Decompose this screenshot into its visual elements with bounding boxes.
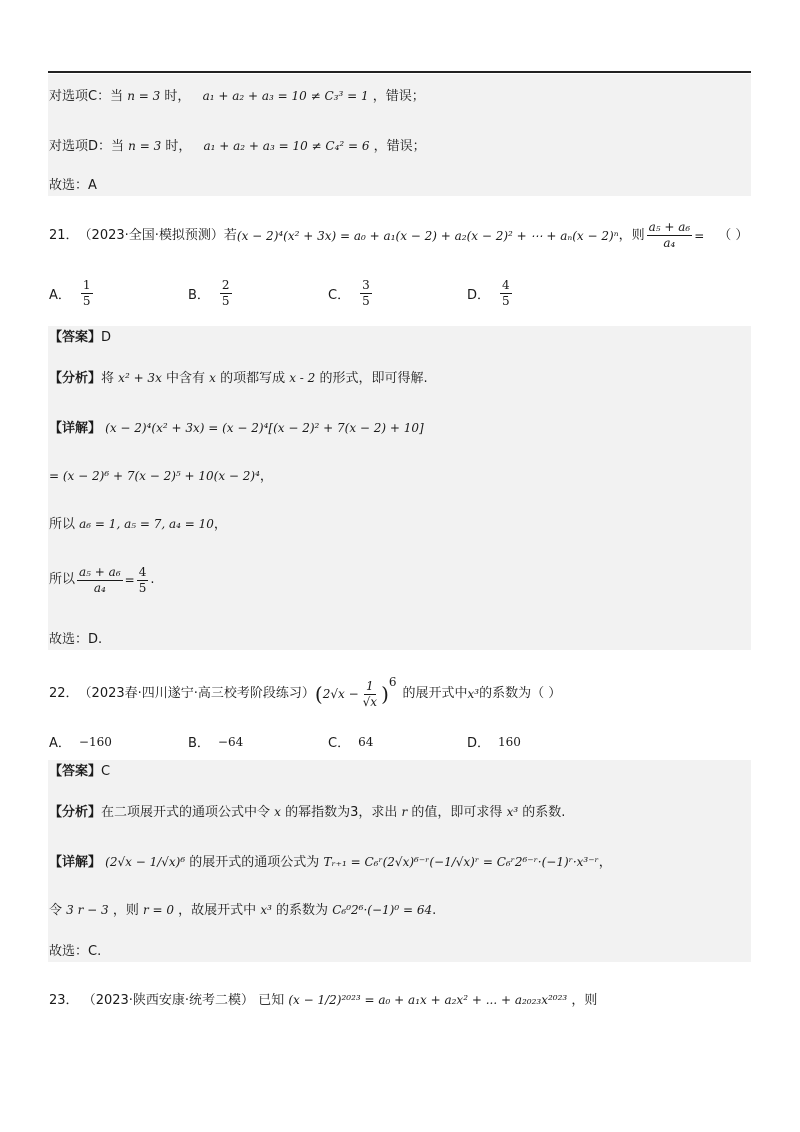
q21-detail-line-3: 所以 a₆ = 1, a₅ = 7, a₄ = 10， xyxy=(49,517,227,532)
q22-option-d[interactable]: D． 160 xyxy=(467,734,521,751)
q23-stem: 23． （2023·陕西安康·统考二模） 已知 (x − 1/2)²⁰²³ = a₀ + a₁x + a₂x² + ... + a₂₀₂₃x²⁰²³ ，则 xyxy=(49,993,598,1008)
q22-option-b[interactable]: B． −64 xyxy=(188,734,244,751)
q21-conclusion: 故选：D. xyxy=(49,632,103,647)
top-rule xyxy=(48,71,751,73)
q21-option-a[interactable]: A． $\frac{1}{5}$ xyxy=(49,278,91,308)
q22-stem: 22． （2023春·四川遂宁·高三校考阶段练习） ( 2√x − $\frac{1}{√x}$ ) 6 的展开式中 x³ 的系数为（ ） xyxy=(49,675,562,709)
q22-analysis: 【分析】在二项展开式的通项公式中令 x 的幂指数为3，求出 r 的值，即可求得 x³ 的系数. xyxy=(49,805,566,820)
q21-ratio-fraction: $\frac{\text{a₅ + a₆}}{\text{a₄}}$ xyxy=(648,220,691,250)
prev-option-c-line: 对选项C：当 n = 3 时， a₁ + a₂ + a₃ = 10 ≠ C₃³ = 1 ，错误； xyxy=(49,89,425,104)
q22-detail-line-1: 【详解】 (2√x − 1/√x)⁶ 的展开式的通项公式为 Tᵣ₊₁ = C₆ʳ(2√x)⁶⁻ʳ(−1/√x)ʳ = C₆ʳ2⁶⁻ʳ·(−1)ʳ·x³⁻ʳ， xyxy=(49,855,612,870)
q22-option-c[interactable]: C． 64 xyxy=(328,734,374,751)
q22-conclusion: 故选：C. xyxy=(49,944,102,959)
q21-detail-line-4: 所以 $\frac{\text{a₅ + a₆}}{\text{a₄}}$ = $\frac{4}{5}$ . xyxy=(49,564,155,595)
q21-analysis: 【分析】将 x² + 3x 中含有 x 的项都写成 x - 2 的形式，即可得解. xyxy=(49,371,428,386)
q21-detail-line-1: 【详解】 (x − 2)⁴(x² + 3x) = (x − 2)⁴[(x − 2)² + 7(x − 2) + 10] xyxy=(49,421,424,436)
q21-answer: 【答案】D xyxy=(49,330,112,345)
q21-detail-line-2: = (x − 2)⁶ + 7(x − 2)⁵ + 10(x − 2)⁴， xyxy=(49,469,273,484)
q22-answer: 【答案】C xyxy=(49,764,111,779)
q21-option-c[interactable]: C． $\frac{3}{5}$ xyxy=(328,278,370,308)
q21-stem: 21． （2023·全国·模拟预测） 若 (x − 2)⁴(x² + 3x) = a₀ + a₁(x − 2) + a₂(x − 2)² + ⋯ + aₙ(x − 2)ⁿ ，则 $\frac{\text{a₅ + a₆}}{\text{a₄}}$ = （ ） xyxy=(49,220,749,250)
q21-option-b[interactable]: B． $\frac{2}{5}$ xyxy=(188,278,230,308)
q22-detail-line-2: 令 3 r − 3 ，则 r = 0 ，故展开式中 x³ 的系数为 C₆⁰2⁶·(−1)⁰ = 64. xyxy=(49,903,437,918)
q22-option-a[interactable]: A． −160 xyxy=(49,734,112,751)
q21-option-d[interactable]: D． $\frac{4}{5}$ xyxy=(467,278,510,308)
prev-option-d-line: 对选项D：当 n = 3 时， a₁ + a₂ + a₃ = 10 ≠ C₄² = 6 ，错误； xyxy=(49,139,426,154)
prev-conclusion: 故选：A xyxy=(49,178,97,193)
